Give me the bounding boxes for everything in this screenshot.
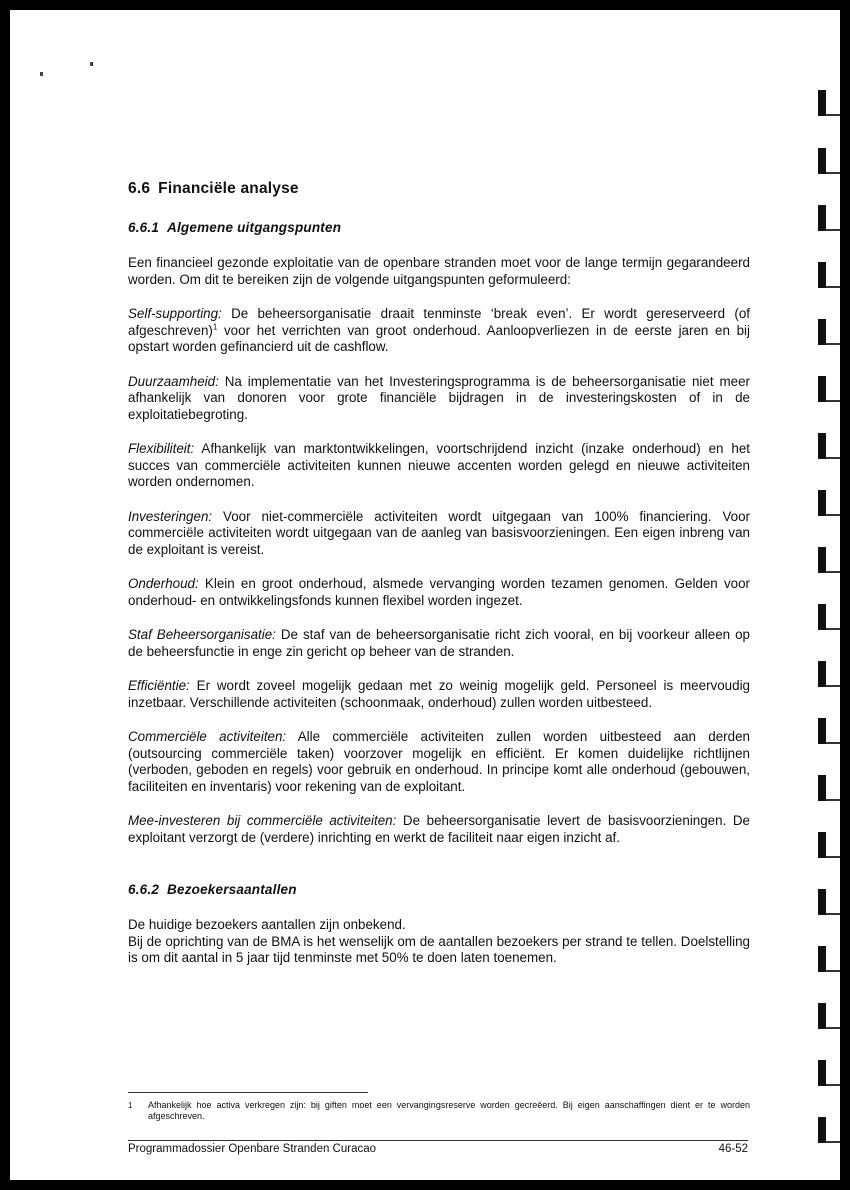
binder-tab (818, 661, 826, 687)
footer-title: Programmadossier Openbare Stranden Curacao (128, 1143, 377, 1155)
principle-text: Na implementatie van het Investeringsprogramma is de beheersorganisatie niet meer afhankelijk van donoren voor grote financiële bijdragen in de investeringskosten of in de exploitatiebegroting. (128, 373, 750, 422)
principle-lead: Onderhoud: (128, 576, 199, 591)
document-page (10, 10, 840, 1180)
binder-tab (818, 148, 826, 174)
principle-staf (128, 627, 750, 660)
page-footer (128, 1143, 748, 1155)
principle-text: De staf van de beheersorganisatie richt zich vooral, en bij voorkeur alleen op de beheersfunctie in enge zin gericht op beheer van de stranden. (128, 627, 750, 659)
spacer (128, 864, 750, 882)
subsection-title: Algemene uitgangspunten (167, 220, 342, 235)
binder-tab (818, 1060, 826, 1086)
principle-text: De beheersorganisatie levert de basisvoorzieningen. De exploitant verzorgt de (verdere) inrichting en werkt de faciliteit naar eigen inzicht af. (128, 813, 751, 845)
footer-divider (128, 1140, 748, 1141)
principle-duurzaamheid (128, 374, 750, 424)
principle-flexibiliteit (128, 441, 750, 491)
binder-tab (818, 832, 826, 858)
footnote-divider (128, 1092, 368, 1093)
principle-efficientie (128, 678, 750, 711)
principle-investeringen (128, 509, 750, 559)
binder-tab (818, 1117, 826, 1143)
principle-text: Alle commerciële activiteiten zullen worden uitbesteed aan derden (outsourcing commerciële taken) voorzover mogelijk en efficiënt. Er komen duidelijke richtlijnen (verboden, geboden en regels) voor gebruik en onderhoud. In principe komt alle onderhoud (gebouwen, faciliteiten en inventaris) voor rekening van de exploitant. (128, 729, 750, 794)
visitors-line-1: De huidige bezoekers aantallen zijn onbekend. (128, 917, 406, 932)
binder-tab (818, 718, 826, 744)
principle-text: Voor niet-commerciële activiteiten wordt uitgegaan van 100% financiering. Voor commerciële activiteiten wordt uitgegaan van de aanleg van basisvoorzieningen. Een eigen inbreng van de exploitant is vereist. (128, 508, 750, 557)
principle-text: Afhankelijk van marktontwikkelingen, voortschrijdend inzicht (inzake onderhoud) en het succes van commerciële activiteiten kunnen nieuwe accenten worden gelegd en nieuwe activiteiten worden ondernomen. (128, 441, 750, 489)
principle-onderhoud (128, 576, 750, 609)
binder-tab (818, 775, 826, 801)
binder-tab (818, 433, 826, 459)
intro-paragraph: Een financieel gezonde exploitatie van de openbare stranden moet voor de lange termijn gegarandeerd worden. Om dit te bereiken zijn de volgende uitgangspunten geformuleerd: (128, 255, 750, 287)
binder-tab (818, 376, 826, 402)
binder-tab (818, 1003, 826, 1029)
section-number: 6.6 (128, 180, 151, 197)
page-number: 46-52 (718, 1143, 748, 1155)
principle-text-continued: voor het verrichten van groot onderhoud. Aanloopverliezen in de eerste jaren en bij opstart worden gefinancierd uit de cashflow. (128, 322, 750, 354)
scan-speck (40, 72, 43, 76)
binder-tab (818, 889, 826, 915)
principle-lead: Efficiëntie: (128, 678, 190, 693)
subsection-heading-2 (128, 882, 750, 897)
principle-lead: Duurzaamheid: (128, 373, 219, 389)
principle-lead: Flexibiliteit: (128, 441, 195, 456)
principle-lead: Staf Beheersorganisatie: (128, 627, 276, 642)
binder-tab (818, 319, 826, 345)
principle-lead: Investeringen: (128, 508, 213, 524)
section-heading (128, 180, 750, 198)
visitors-line-2: Bij de oprichting van de BMA is het wenselijk om de aantallen bezoekers per strand te tellen. Doelstelling is om dit aantal in 5 jaar tijd tenminste met 50% te doen laten toenemen. (128, 933, 750, 965)
subsection-number: 6.6.2 (128, 882, 160, 897)
binder-tab (818, 205, 826, 231)
principle-text: De beheersorganisatie draait tenminste ‘break even’. Er wordt gereserveerd (of afgeschreven) (128, 306, 750, 338)
subsection-number: 6.6.1 (128, 220, 160, 235)
footnote (128, 1100, 750, 1122)
principle-mee-investeren (128, 813, 750, 846)
principle-self-supporting (128, 306, 750, 356)
principle-commercieel (128, 729, 750, 795)
subsection-heading-1 (128, 220, 750, 235)
principle-text: Klein en groot onderhoud, alsmede vervanging worden tezamen genomen. Gelden voor onderhoud- en ontwikkelingsfonds kunnen flexibel worden ingezet. (128, 576, 750, 608)
document-body (128, 180, 750, 985)
section-title: Financiële analyse (158, 180, 299, 197)
principle-lead: Mee-investeren bij commerciële activiteiten: (128, 813, 397, 828)
binder-tab (818, 547, 826, 573)
footnote-ref: 1 (212, 322, 218, 332)
binder-tabs (810, 10, 840, 1180)
principle-text: Er wordt zoveel mogelijk gedaan met zo weinig mogelijk geld. Personeel is meervoudig inzetbaar. Verschillende activiteiten (schoonmaak, onderhoud) zullen worden uitbesteed. (128, 678, 750, 710)
binder-tab (818, 262, 826, 288)
subsection-title: Bezoekersaantallen (167, 882, 297, 897)
binder-tab (818, 490, 826, 516)
principle-lead: Commerciële activiteiten: (128, 729, 287, 744)
footnote-text: Afhankelijk hoe activa verkregen zijn: bij giften moet een vervangingsreserve worden gecreëerd. Bij eigen aanschaffingen dient er te worden afgeschreven. (148, 1100, 750, 1121)
footnote-mark: 1 (128, 1101, 133, 1110)
scan-speck (90, 62, 93, 66)
binder-tab (818, 604, 826, 630)
principle-lead: Self-supporting: (128, 306, 222, 321)
binder-tab (818, 946, 826, 972)
binder-tab (818, 90, 826, 116)
